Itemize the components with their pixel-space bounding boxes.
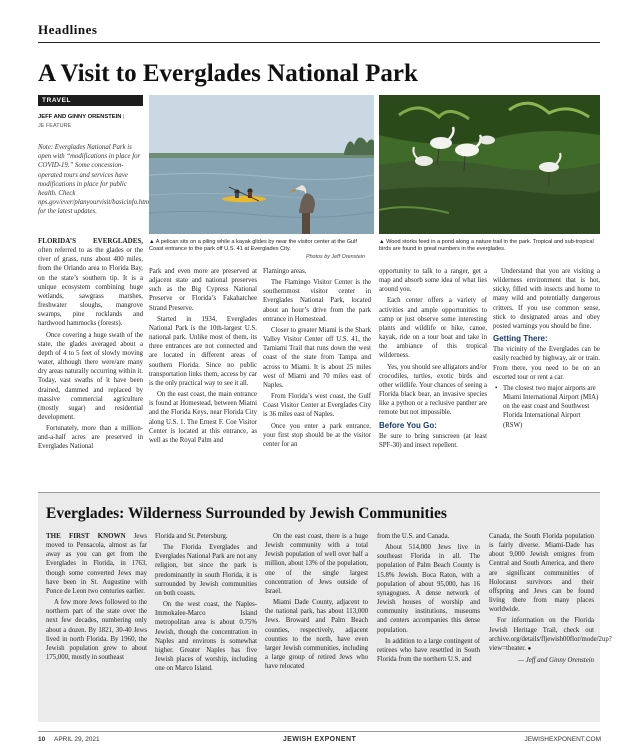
lead-in: FLORIDA’S EVERGLADES, [38,237,143,245]
signature: — Jeff and Ginny Orenstein [517,657,594,665]
sidebar-column-5 [489,532,612,667]
sidebar-lead-paragraph [46,532,147,596]
paragraph: opportunity to talk to a ranger, get a map and absorb some idea of what lies around you. [379,268,487,294]
photo1-caption-text: A pelican sits on a piling while a kayak glides by near the visitor center at the Gulf Coast entrance to the park off U.S. 41 at Everglades City. [149,239,357,252]
paragraph: The Flamingo Visitor Center is the southernmost visitor center in Everglades National Park, located about an hour’s drive from the park entrance in Homestead. [263,279,371,323]
sidebar-title: Everglades: Wilderness Surrounded by Jewish Communities [46,505,447,522]
paragraph: Each center offers a variety of activities and ample opportunities to camp or just observe some interesting plants and wildlife or hike, canoe, kayak, ride on a tour boat and take in the ambiance of this tropical wilderness. [379,297,487,360]
footer-publication: JEWISH EXPONENT [282,736,357,743]
paragraph: Once you enter a park entrance, your first stop should be at the visitor center for an [263,422,371,448]
paragraph-text: For information on the Florida Jewish Heritage Trail, check out archive.org/details/fljewish00flor/mode/2up?view=theater. [489,617,612,652]
sidebar-column-1 [46,532,147,664]
paragraph: On the east coast, the main entrance is found at Homestead, between Miami and the Florida Keys, near Florida City along U.S. 1. The Ernest F. Coe Visitor Center is located at this entrance, as well as the Royal Palm and [149,391,257,444]
paragraph: The Florida Everglades and Everglades National Park are not any religion, but since the park is predominantly in south Florida, it is surrounded by Jewish communities on both coasts. [155,544,257,597]
wood-storks-photo [379,95,600,234]
paragraph: Yes, you should see alligators and/or crocodiles, turtles, exotic birds and other wildlife. Your chances of seeing a Florida black bear, an invasive species like a python or a reclusive panther are remote but not impossible. [379,363,487,417]
paragraph: Understand that you are visiting a wilderness environment that is hot, sticky, filled with insects and home to many wild and potentially dangerous critters. If you use common sense, stick to designated areas and obey posted warnings you should be fine. [493,268,600,330]
paragraph: On the west coast, the Naples-Immokalee-Marco Island metropolitan area is about 0.75% Jewish, though the concentration in Naples and environs is somewhat higher. Greater Naples has five Jewish places of worship, including one on Marco Island. [155,601,257,673]
photo2-caption [379,239,600,253]
lead-in: THE FIRST KNOWN [46,532,126,540]
subhead-getting-there: Getting There: [493,334,548,344]
caption-arrow-icon: ▲ [149,239,155,245]
article-column-2 [149,267,257,447]
paragraph: Started in 1934, Everglades National Park is the 10th-largest U.S. national park. Unlike most of them, its three entrances are not connected and are located in different areas of southern Florida. Since no public transportation links them, access by car is the only practical way to see it all. [149,315,257,387]
paragraph: From Florida’s west coast, the Gulf Coast Visitor Center at Everglades City is 36 miles east of Naples. [263,393,371,419]
footer-website: JEWISHEXPONENT.COM [524,736,601,743]
caption-arrow-icon: ▲ [379,239,385,245]
end-mark-icon: ● [527,645,532,652]
subhead-before-you-go: Before You Go: [379,420,437,430]
paragraph: In addition to a large contingent of retirees who have resettled in South Florida from the northern U.S. and [377,637,480,664]
article-headline: A Visit to Everglades National Park [38,60,418,87]
byline [38,114,143,120]
sidebar-column-4 [377,532,480,666]
paragraph: On the east coast, there is a huge Jewish community with a total Jewish population of well over half a million, about 13% of the population, one of the single largest concentration of Jews outside of Israel. [265,533,368,595]
pelican-kayak-photo [149,95,374,234]
paragraph: Closer to greater Miami is the Shark Valley Visitor Center off U.S. 41, the Tamiami Trail that runs down the west coast of the state from Tampa and across to Miami. It is about 25 miles west of Miami and 70 miles east of Naples. [263,326,371,389]
sidebar-column-3 [265,532,368,673]
article-column-4 [379,267,487,452]
footer-date: APRIL 29, 2021 [54,736,100,743]
paragraph-text: often referred to as the glades or the river of grass, runs about 400 miles, from the Orlando area to Florida Bay, on the state’s southern tip. It is a unique ecosystem combining huge wetlands, sawgrass marshes, freshwater sloughs, mangrove swamps, pine rocklands and hardwood hammocks (forests). [38,247,143,328]
pelican-kayak-illustration [149,95,374,234]
paragraph: Miami Dade County, adjacent to the national park, has about 113,000 Jews. Broward and Palm Beach counties, respectively, adjacent counties to the north, have even larger Jewish communities, including a large group of retired Jews who have relocated [265,599,368,671]
paragraph: Once covering a huge swath of the state, the glades averaged about a depth of 4 to 5 feet of slowly moving water, although there were/are many dry areas naturally occurring within it. Today, vast swaths of it have been drained, dammed and replaced by massive commercial agriculture (mostly sugar) and residential development. [38,331,143,421]
wood-storks-illustration [379,95,600,234]
byline-authors: JEFF AND GINNY ORENSTEIN [38,114,122,120]
header-rule [38,42,600,43]
paragraph: About 514,000 Jews live in southeast Florida in all. The population of Palm Beach County is 15.8% Jewish. Boca Raton, with a population of about 95,000, has 16 synagogues. A dense network of Jewish houses of worship and community institutions, museums and centers accompanies this dense population. [377,544,480,634]
paragraph: A few more Jews followed to the northern part of the state over the next few decades, numbering only about a dozen. By 1821, 30-40 Jews lived in north Florida. By 1960, the Jewish population grew to about 175,000, mostly in southeast [46,599,147,662]
byline-separator: | [123,114,125,120]
paragraph: from the U.S. and Canada. [377,533,450,540]
paragraph [489,616,612,654]
paragraph: Florida and St. Petersburg. [155,533,228,540]
paragraph: Flamingo areas. [263,268,307,275]
footer-rule [38,731,600,732]
paragraph: Fortunately, more than a million-and-a-half acres are preserved in Everglades National [38,425,143,451]
photo1-caption [149,239,365,253]
sidebar-column-2 [155,532,257,675]
footer-page-number: 10 [38,736,46,743]
article-column-5 [493,267,600,432]
paragraph: The vicinity of the Everglades can be easily reached by highway, air or train. From there, you need to be on an escorted tour or rent a car. [493,346,600,381]
section-header: Headlines [38,22,98,37]
bullet-item: • The closest two major airports are Miami International Airport (MIA) on the east coast and Southwest Florida International Airport (RSW) [493,384,600,430]
paragraph: Park and even more are preserved at adjacent state and national preserves such as the Big Cypress National Preserve or Florida’s Fakahatchee Strand Preserve. [149,268,257,312]
photo-credit: Photos by Jeff Orenstein [305,254,365,260]
photo2-caption-text: Wood storks feed in a pond along a nature trail in the park. Tropical and sub-tropical birds are found in great numbers in the everglades. [379,239,594,252]
paragraph: Canada, the South Florida population is fairly diverse. Miami-Dade has about 9,000 Jewish emigres from Central and South America, and there are significant communities of Holocaust survivors and their offspring and Jews can be found living there from many places worldwide. [489,533,594,614]
article-lead-paragraph [38,237,143,329]
article-column-1 [38,237,143,454]
article-column-3 [263,267,371,451]
byline-source: JE FEATURE [38,123,72,129]
paragraph-text: Jews moved to Pensacola, almost as far away as you can get from the Everglades in Florida, in 1763, though some converted Jews may have been in St. Augustine with Ponce de Leon two centuries earlier. [46,533,147,595]
covid-note: Note: Everglades National Park is open with “modifications in place for COVID-19.” Some concession-operated tours and services have modifications in place for public health. Check nps.gov/ever/planyourvisit/basicinfo.htm for the latest updates. [38,144,150,216]
paragraph: Be sure to bring sunscreen (at least SPF-30) and insect repellent. [379,432,487,449]
section-kicker: TRAVEL [38,95,143,106]
